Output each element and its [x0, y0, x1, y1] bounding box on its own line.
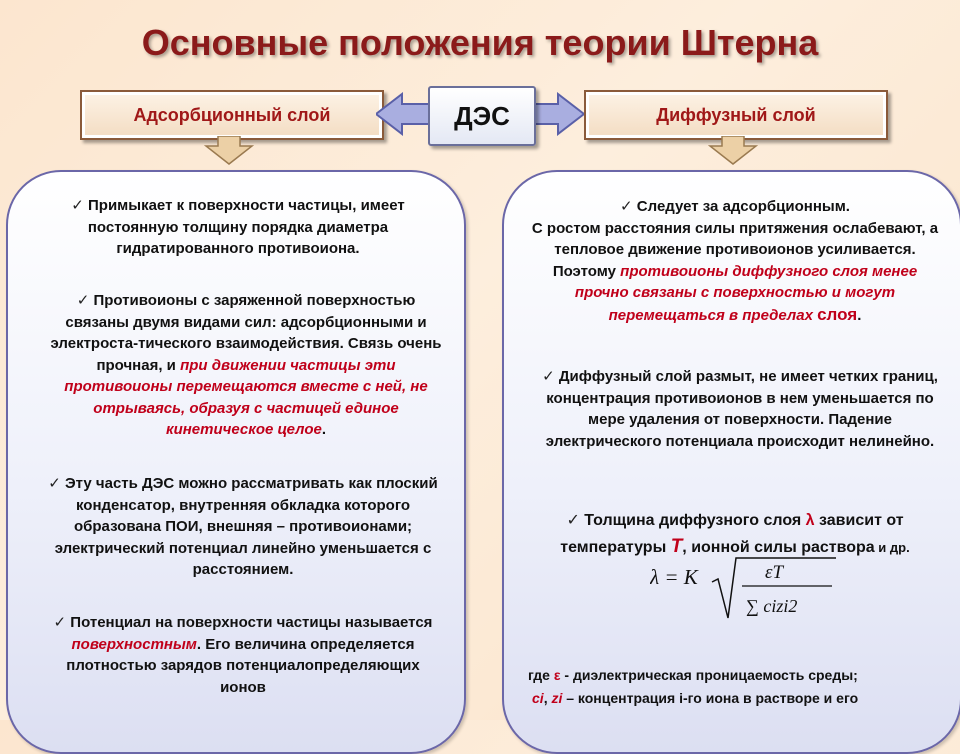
down-arrow-icon [708, 136, 758, 166]
checkmark-icon: ✓ [48, 475, 61, 492]
down-arrow-icon [204, 136, 254, 166]
list-item: ✓ Следует за адсорбционным. С ростом расстояния силы притяжения ослабевают, а тепловое движение противоионов усиливается. Поэтому противоионы диффузного слоя менее прочно связаны с поверхностью и могут перемещаться в пределах слоя. [531, 198, 939, 324]
formula-denominator: ∑ cizi2 [746, 596, 798, 616]
checkmark-icon: ✓ [53, 614, 67, 631]
checkmark-icon: ✓ [620, 198, 633, 215]
diffuse-layer-label: Диффузный слой [656, 104, 816, 125]
checkmark-icon: ✓ [566, 512, 580, 529]
list-item: ✓ Диффузный слой размыт, не имеет четких границ, концентрация противоионов в нем уменьшается по мере удаления от поверхности. Падение электрического потенциала происходит нелинейно. [542, 368, 938, 450]
checkmark-icon: ✓ [542, 368, 555, 385]
formula-numerator: εT [765, 562, 784, 583]
page-title: Основные положения теории Штерна [141, 22, 819, 63]
list-item: ✓ Противоионы с заряженной поверхностью связаны двумя видами сил: адсорбционными и электроста-тического взаимодействия. Связь очень прочная, и при движении частицы эти противоионы перемещаются вместе с ней, не отрываясь, образуя с частицей единое кинетическое целое. [50, 292, 442, 438]
des-box [428, 86, 536, 146]
footnote-concentration: ci, zi – концентрация i-го иона в растворе и его [532, 690, 859, 706]
list-item: ✓ Эту часть ДЭС можно рассматривать как плоский конденсатор, внутренняя обкладка которого образована ПОИ, внешняя – противоионами; электрический потенциал линейно уменьшается с расстоянием. [48, 475, 438, 578]
checkmark-icon: ✓ [71, 197, 84, 214]
list-item: ✓ Примыкает к поверхности частицы, имеет постоянную толщину порядка диаметра гидратированного противоиона. [71, 197, 405, 257]
list-item: ✓ Потенциал на поверхности частицы называется поверхностным. Его величина определяется плотностью зарядов потенциалопределяющих ионов [53, 614, 433, 696]
footnote-epsilon: где ε - диэлектрическая проницаемость среды; [528, 667, 858, 683]
des-label: ДЭС [454, 100, 510, 131]
formula-lhs: λ = K [650, 565, 698, 589]
adsorption-layer-box [80, 90, 384, 140]
list-item: ✓ Толщина диффузного слоя λ зависит от температуры T, ионной силы раствора и др. [560, 512, 910, 557]
diffuse-layer-box [584, 90, 888, 140]
checkmark-icon: ✓ [76, 292, 90, 309]
adsorption-layer-label: Адсорбционный слой [133, 104, 331, 125]
debye-length-formula [650, 552, 840, 624]
